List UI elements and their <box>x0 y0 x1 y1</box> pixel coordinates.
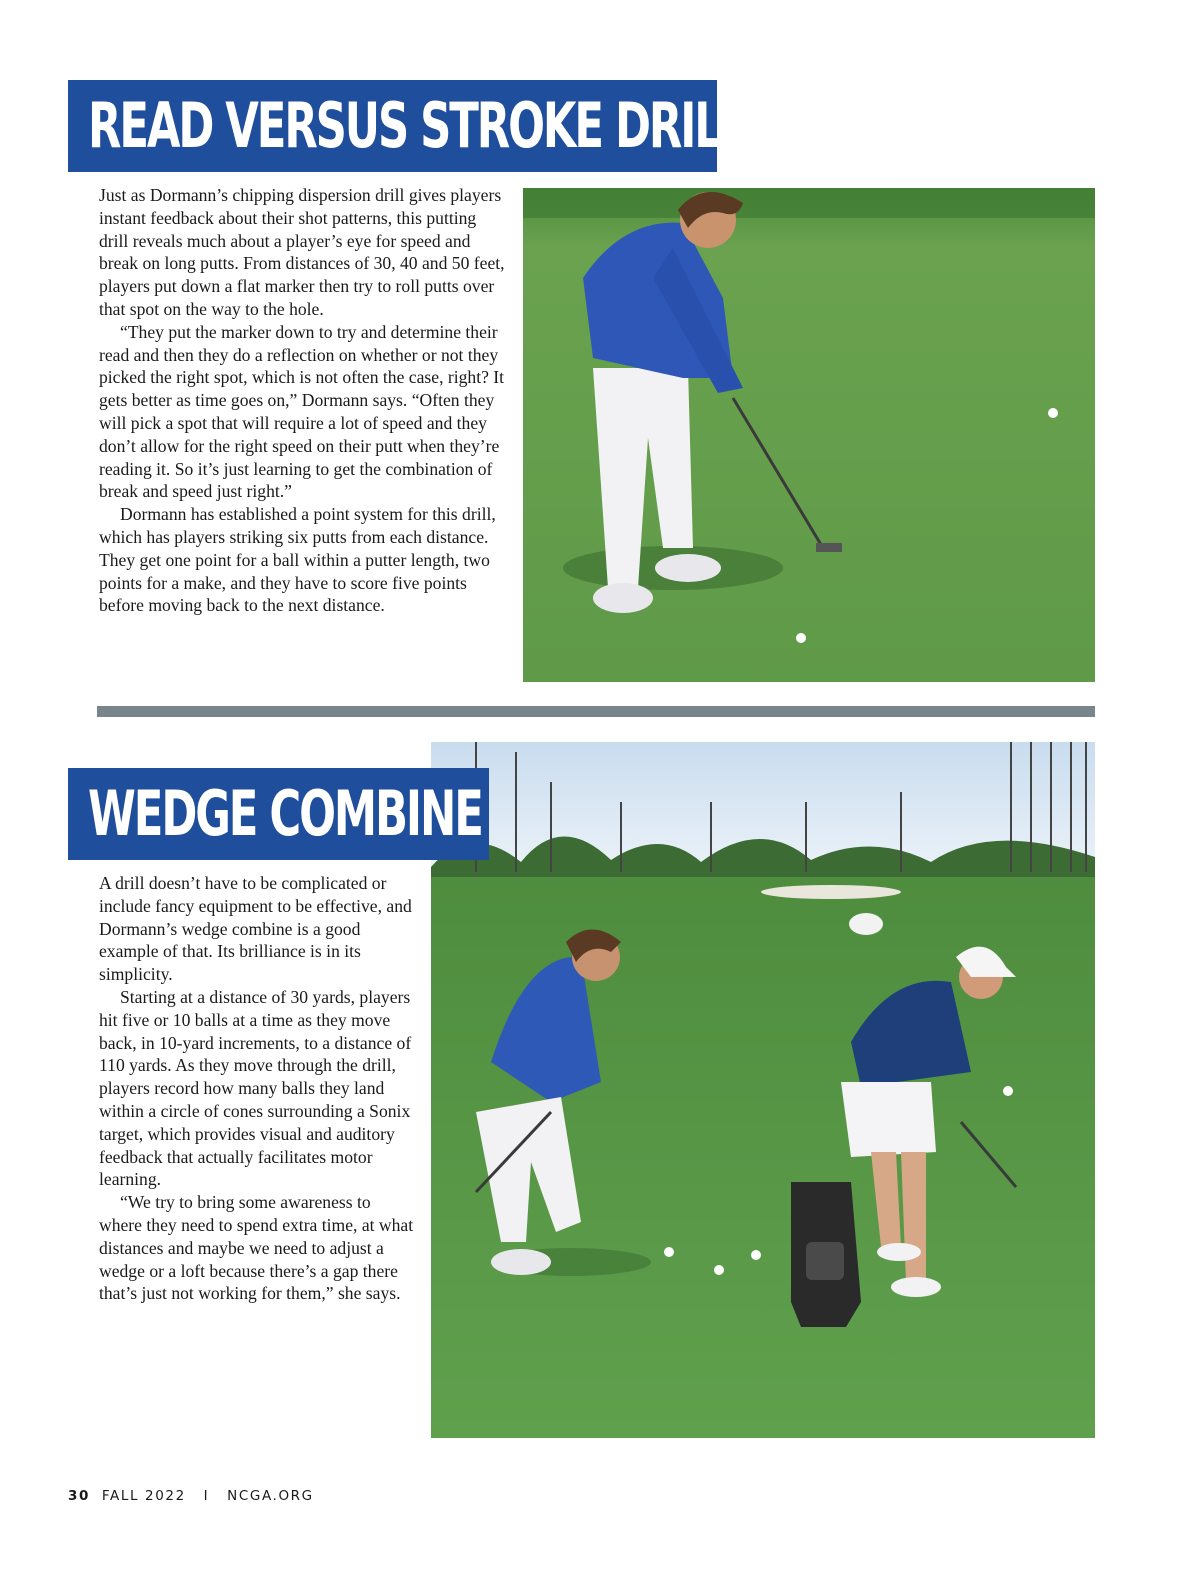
page-number: 30 <box>68 1488 90 1504</box>
issue-label: FALL 2022 <box>101 1488 186 1504</box>
section-title: READ VERSUS STROKE DRILL <box>88 89 746 162</box>
page-footer <box>68 1488 314 1504</box>
paragraph: A drill doesn’t have to be complicated or include fancy equipment to be effective, and Dormann’s wedge combine is a good example of that. Its brilliance is in its simplicity. <box>99 873 412 985</box>
section-divider <box>97 706 1095 717</box>
section-title: WEDGE COMBINE <box>88 777 482 850</box>
putting-drill-photo <box>523 188 1095 682</box>
paragraph: Dormann has established a point system for this drill, which has players striking six putts from each distance. They get one point for a ball within a putter length, two points for a make, and they have to score five points before moving back to the next distance. <box>99 504 496 616</box>
section-title-banner <box>68 80 746 172</box>
article-body <box>99 872 417 1305</box>
paragraph: Starting at a distance of 30 yards, players hit five or 10 balls at a time as they move back, in 10-yard increments, to a distance of 110 yards. As they move through the drill, players record how many balls they land within a circle of cones surrounding a Sonix target, which provides visual and auditory feedback that actually facilitates motor learning. <box>99 986 412 1190</box>
wedge-combine-photo <box>431 742 1095 1438</box>
article-body <box>99 184 509 617</box>
section-title-banner <box>68 768 489 860</box>
website-label: NCGA.ORG <box>227 1488 314 1504</box>
paragraph: “They put the marker down to try and determine their read and then they do a reflection on whether or not they picked the right spot, which is not often the case, right? It gets better as time goes on,” Dormann says. “Often they will pick a spot that will require a lot of speed and they don’t allow for the right speed on their putt when they’re reading it. So it’s just learning to get the combination of break and speed just right.” <box>99 321 505 502</box>
paragraph: Just as Dormann’s chipping dispersion drill gives players instant feedback about their shot patterns, this putting drill reveals much about a player’s eye for speed and break on long putts. From distances of 30, 40 and 50 feet, players put down a flat marker then try to roll putts over that spot on the way to the hole. <box>99 185 505 319</box>
footer-separator: I <box>203 1488 210 1504</box>
paragraph: “We try to bring some awareness to where they need to spend extra time, at what distances and maybe we need to adjust a wedge or a loft because there’s a gap there that’s just not working for them,” she says. <box>99 1192 414 1304</box>
